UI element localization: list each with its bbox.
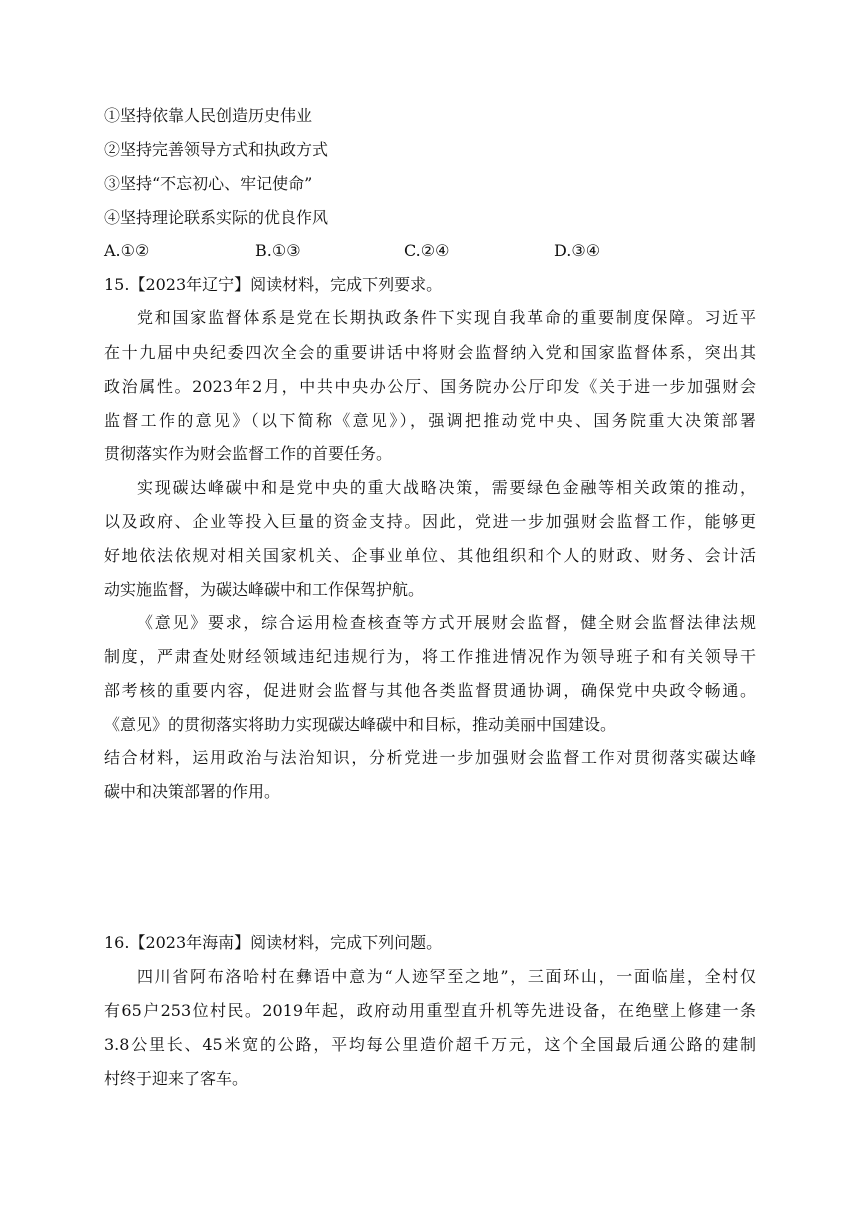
q16-para1-line: 四川省阿布洛哈村在彝语中意为“人迹罕至之地”，三面环山，一面临崖，全村仅 [137,967,756,986]
q15-para1-line: 监督工作的意见》（以下简称《意见》），强调把推动党中央、国务院重大决策部署 [104,411,756,430]
question-16-title: 16.【2023年海南】阅读材料，完成下列问题。 [104,933,443,952]
q15-task-line: 碳中和决策部署的作用。 [104,782,281,801]
question-15-title: 15.【2023年辽宁】阅读材料，完成下列要求。 [104,275,443,294]
option-a: A.①② [104,241,150,260]
option-d: D.③④ [554,241,601,260]
q15-para2-line: 动实施监督，为碳达峰碳中和工作保驾护航。 [104,580,425,599]
option-b: B.①③ [255,241,301,260]
q15-task-line: 结合材料，运用政治与法治知识，分析党进一步加强财会监督工作对贯彻落实碳达峰 [104,748,756,767]
q15-para1-line: 在十九届中央纪委四次全会的重要讲话中将财会监督纳入党和国家监督体系，突出其 [104,343,756,362]
q15-para3-line: 《意见》要求，综合运用检查核查等方式开展财会监督，健全财会监督法律法规 [137,613,756,632]
q15-para2-line: 好地依法依规对相关国家机关、企事业单位、其他组织和个人的财政、财务、会计活 [104,546,756,565]
q15-para3-line: 部考核的重要内容，促进财会监督与其他各类监督贯通协调，确保党中央政令畅通。 [104,681,756,700]
q15-para1-line: 贯彻落实作为财会监督工作的首要任务。 [104,444,393,463]
statement-4: ④坚持理论联系实际的优良作风 [104,208,329,227]
q16-para1-line: 有65户253位村民。2019年起，政府动用重型直升机等先进设备，在绝壁上修建一条 [104,1001,756,1020]
q16-para1-line: 村终于迎来了客车。 [104,1069,249,1088]
statement-3: ③坚持“不忘初心、牢记使命” [104,174,313,193]
option-c: C.②④ [404,241,450,260]
q16-para1-line: 3.8公里长、45米宽的公路，平均每公里造价超千万元，这个全国最后通公路的建制 [104,1035,756,1054]
q15-para1-line: 政治属性。2023年2月，中共中央办公厅、国务院办公厅印发《关于进一步加强财会 [104,377,756,396]
statement-2: ②坚持完善领导方式和执政方式 [104,140,329,159]
q15-para1-line: 党和国家监督体系是党在长期执政条件下实现自我革命的重要制度保障。习近平 [137,308,756,327]
q15-para2-line: 实现碳达峰碳中和是党中央的重大战略决策，需要绿色金融等相关政策的推动， [137,478,756,497]
statement-1: ①坚持依靠人民创造历史伟业 [104,106,313,125]
q15-para2-line: 以及政府、企业等投入巨量的资金支持。因此，党进一步加强财会监督工作，能够更 [104,512,756,531]
q15-para3-line: 制度，严肃查处财经领域违纪违规行为，将工作推进情况作为领导班子和有关领导干 [104,647,756,666]
q15-para3-line: 《意见》的贯彻落实将助力实现碳达峰碳中和目标，推动美丽中国建设。 [104,715,617,734]
